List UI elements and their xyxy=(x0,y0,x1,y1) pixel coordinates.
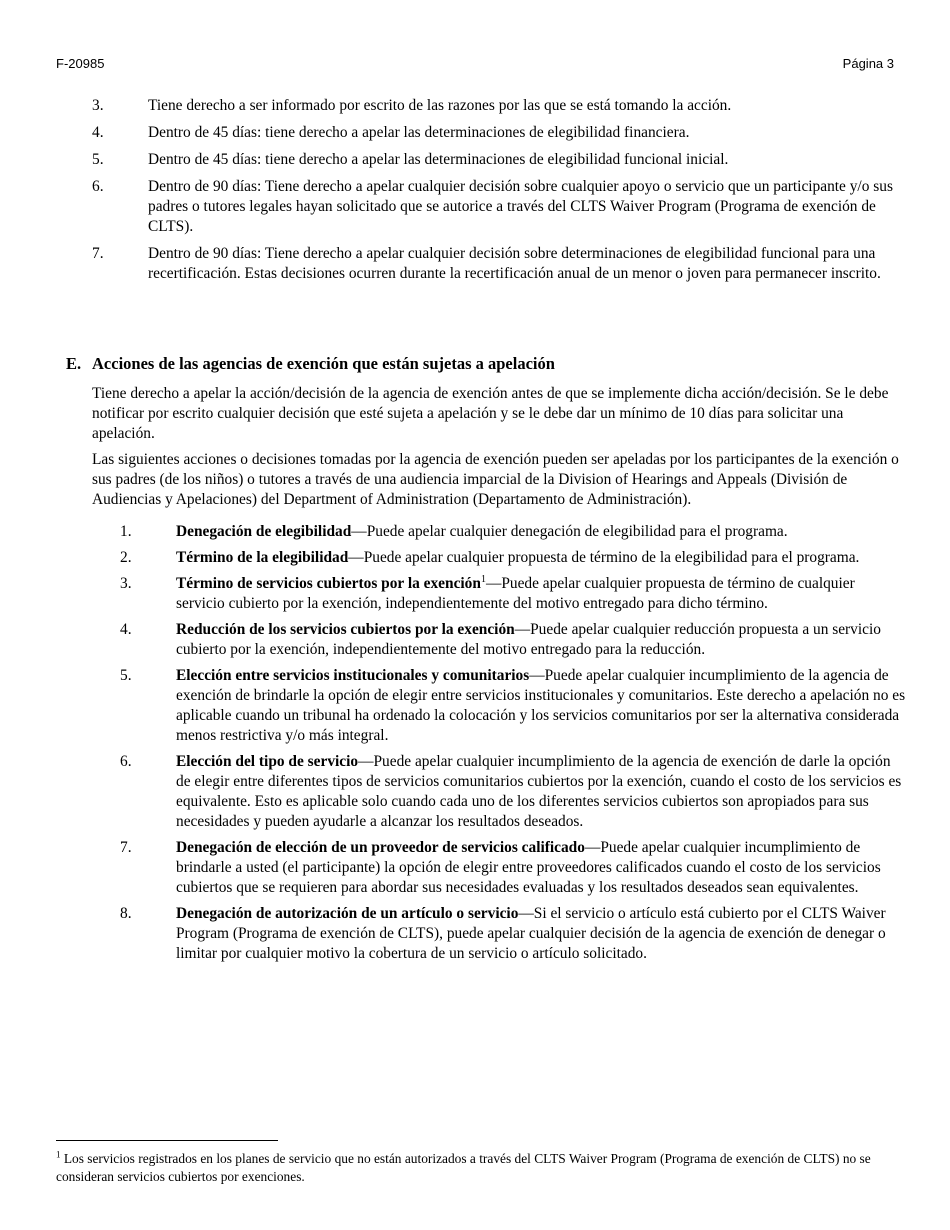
list-item-text xyxy=(176,904,906,964)
list-item-body: —Puede apelar cualquier propuesta de término de la elegibilidad para el programa. xyxy=(348,549,860,566)
list-item-text xyxy=(176,522,906,542)
list-item-number: 4. xyxy=(92,124,104,141)
list-item xyxy=(120,904,906,964)
list-item-text xyxy=(176,548,906,568)
list-item-number: 7. xyxy=(92,245,104,262)
footnote-mark: 1 xyxy=(56,1149,61,1160)
footnote-divider xyxy=(56,1140,278,1141)
page-number: Página 3 xyxy=(842,56,894,71)
list-item-text: Dentro de 90 días: Tiene derecho a apelar cualquier decisión sobre cualquier apoyo o servicio que un participante y/o sus padres o tutores legales hayan solicitado que se autorice a través del CLTS Waiver Program (Programa de exención de CLTS). xyxy=(148,178,893,235)
list-item xyxy=(120,838,906,898)
list-item xyxy=(120,548,906,568)
list-item-text xyxy=(176,574,906,614)
form-number: F-20985 xyxy=(56,56,105,71)
footnote-text: Los servicios registrados en los planes de servicio que no están autorizados a través del CLTS Waiver Program (Programa de exención de CLTS) no se consideran servicios cubiertos por exenciones. xyxy=(56,1151,871,1184)
list-item xyxy=(92,123,902,143)
list-item-number: 6. xyxy=(120,753,132,770)
list-item-text xyxy=(176,752,906,832)
list-item-heading: Elección entre servicios institucionales y comunitarios xyxy=(176,667,530,684)
list-item xyxy=(120,574,906,614)
list-item-number: 3. xyxy=(120,575,132,592)
list-item-heading: Reducción de los servicios cubiertos por la exención xyxy=(176,621,515,638)
list-item-heading: Término de la elegibilidad xyxy=(176,549,349,566)
list-item-heading: Término de servicios cubiertos por la exención xyxy=(176,575,481,592)
list-item xyxy=(92,96,902,116)
list-item-text: Tiene derecho a ser informado por escrito de las razones por las que se está tomando la acción. xyxy=(148,97,732,114)
list-item-number: 4. xyxy=(120,621,132,638)
list-item-heading: Denegación de elegibilidad xyxy=(176,523,352,540)
appealable-actions-list xyxy=(120,522,906,964)
list-item-body: —Puede apelar cualquier incumplimiento de la agencia de exención de brindarle la opción de elegir entre servicios institucionales y comunitarios. Este derecho a apelación no es aplicable cuando un tribunal ha ordenado la colocación y los servicios comunitarios por ser la alternativa considerada menos restrictiva y/o más integral. xyxy=(176,667,906,744)
list-item-body: —Puede apelar cualquier propuesta de término de cualquier servicio cubierto por la exención, independientemente del motivo entregado para dicho término. xyxy=(176,575,855,612)
section-heading xyxy=(66,354,906,374)
list-item-text: Dentro de 45 días: tiene derecho a apelar las determinaciones de elegibilidad financiera. xyxy=(148,124,690,141)
section-letter: E. xyxy=(66,354,82,373)
list-item-text: Dentro de 45 días: tiene derecho a apelar las determinaciones de elegibilidad funcional inicial. xyxy=(148,151,729,168)
appeal-paragraph: Las siguientes acciones o decisiones tomadas por la agencia de exención pueden ser apeladas por los participantes de la exención o sus padres (de los niños) o tutores a través de una audiencia imparcial de la Division of Hearings and Appeals (División de Audiencias y Apelaciones) del Department of Administration (Departamento de Administración). xyxy=(92,451,899,508)
list-item xyxy=(120,620,906,660)
footnote-reference[interactable]: 1 xyxy=(480,573,486,585)
list-item-heading: Elección del tipo de servicio xyxy=(176,753,359,770)
list-item xyxy=(92,244,902,284)
list-item-number: 3. xyxy=(92,97,104,114)
list-item-number: 8. xyxy=(120,905,132,922)
list-item-number: 6. xyxy=(92,178,104,195)
list-item-heading: Denegación de autorización de un artículo o servicio xyxy=(176,905,519,922)
list-item-body: —Si el servicio o artículo está cubierto por el CLTS Waiver Program (Programa de exención de CLTS), puede apelar cualquier decisión de la agencia de exención de denegar o limitar por cualquier motivo la cobertura de un servicio o artículo solicitado. xyxy=(176,905,886,962)
list-item xyxy=(120,666,906,746)
list-item-number: 7. xyxy=(120,839,132,856)
list-item-body: —Puede apelar cualquier reducción propuesta a un servicio cubierto por la exención, independientemente del motivo entregado para la reducción. xyxy=(176,621,881,658)
section-title: Acciones de las agencias de exención que están sujetas a apelación xyxy=(92,354,555,373)
list-item xyxy=(120,522,906,542)
list-item-body: —Puede apelar cualquier incumplimiento de brindarle a usted (el participante) la opción de elegir entre proveedores calificados cuando el costo de los servicios cubiertos que se requieren para abordar sus necesidades evaluadas y los resultados deseados sean equivalentes. xyxy=(176,839,881,896)
list-item-text: Dentro de 90 días: Tiene derecho a apelar cualquier decisión sobre determinaciones de elegibilidad funcional para una recertificación. Estas decisiones ocurren durante la recertificación anual de un menor o joven para permanecer inscrito. xyxy=(148,245,881,282)
rights-list xyxy=(92,96,902,291)
list-item-number: 2. xyxy=(120,549,132,566)
list-item xyxy=(92,150,902,170)
list-item xyxy=(92,177,902,237)
list-item-number: 1. xyxy=(120,523,132,540)
intro-paragraph: Tiene derecho a apelar la acción/decisión de la agencia de exención antes de que se implemente dicha acción/decisión. Se le debe notificar por escrito cualquier decisión que esté sujeta a apelación y se le debe dar un mínimo de 10 días para solicitar una apelación. xyxy=(92,385,889,442)
list-item-text xyxy=(176,838,906,898)
list-item-number: 5. xyxy=(92,151,104,168)
section-e xyxy=(66,354,906,970)
list-item xyxy=(120,752,906,832)
list-item-text xyxy=(176,666,906,746)
list-item-text xyxy=(176,620,906,660)
list-item-number: 5. xyxy=(120,667,132,684)
list-item-body: —Puede apelar cualquier incumplimiento de la agencia de exención de darle la opción de elegir entre diferentes tipos de servicios comunitarios cubiertos por la exención, cuando el costo de los servicios es equivalente. Esto es aplicable solo cuando cada uno de los diferentes servicios cubiertos son apropiados para sus necesidades y pueden ayudarle a alcanzar los resultados deseados. xyxy=(176,753,902,830)
list-item-heading: Denegación de elección de un proveedor de servicios calificado xyxy=(176,839,585,856)
footnote xyxy=(56,1150,876,1186)
list-item-body: —Puede apelar cualquier denegación de elegibilidad para el programa. xyxy=(351,523,788,540)
